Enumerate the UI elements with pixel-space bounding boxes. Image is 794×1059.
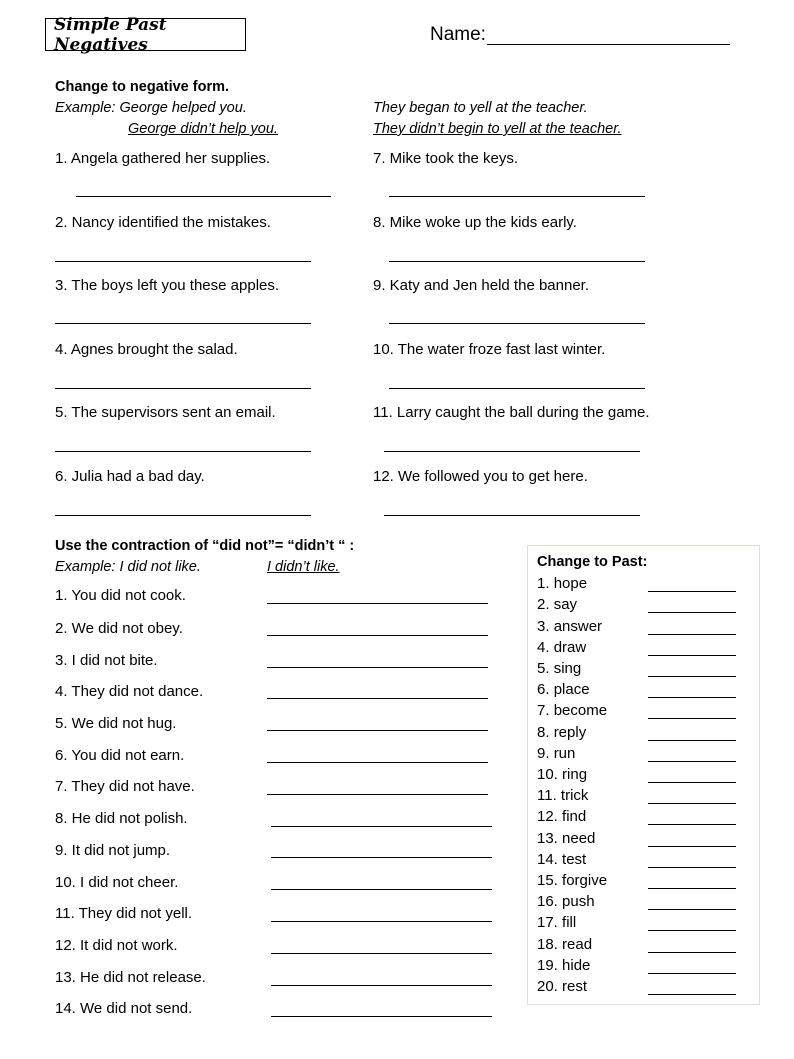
s2-answer-line-14[interactable] [271, 1016, 492, 1017]
section2-heading: Use the contraction of “did not”= “didn’t “ : [55, 538, 355, 554]
s1-item-7: 7. Mike took the keys. [373, 150, 519, 167]
s2-answer-line-12[interactable] [271, 953, 492, 954]
s2-item-6: 6. You did not earn. [55, 747, 185, 764]
s1-answer-line-11[interactable] [384, 451, 640, 452]
past-box-heading: Change to Past: [537, 554, 648, 570]
past-item: 18. read [537, 936, 593, 953]
past-item: 12. find [537, 808, 587, 825]
s2-item-8: 8. He did not polish. [55, 810, 188, 827]
past-item: 19. hide [537, 957, 591, 974]
s2-answer-line-9[interactable] [271, 857, 492, 858]
s2-item-11: 11. They did not yell. [55, 905, 193, 922]
s1-item-10: 10. The water froze fast last winter. [373, 341, 606, 358]
name-label: Name: [430, 24, 486, 45]
s1-answer-line-2[interactable] [55, 261, 311, 262]
s1-item-4: 4. Agnes brought the salad. [55, 341, 238, 358]
past-item: 6. place [537, 681, 590, 698]
section1-example2: They began to yell at the teacher. [373, 100, 588, 116]
past-item: 2. say [537, 596, 578, 613]
past-item: 7. become [537, 702, 608, 719]
section1-example-answer: George didn’t help you. [128, 121, 278, 137]
past-answer-line[interactable] [648, 612, 736, 613]
past-item: 3. answer [537, 618, 603, 635]
past-item: 4. draw [537, 639, 587, 656]
past-answer-line[interactable] [648, 952, 736, 953]
s2-item-7: 7. They did not have. [55, 778, 195, 795]
s1-item-8: 8. Mike woke up the kids early. [373, 214, 577, 231]
s2-item-12: 12. It did not work. [55, 937, 178, 954]
past-answer-line[interactable] [648, 973, 736, 974]
past-item: 15. forgive [537, 872, 608, 889]
s2-answer-line-4[interactable] [267, 698, 488, 699]
s1-item-12: 12. We followed you to get here. [373, 468, 588, 485]
s2-item-9: 9. It did not jump. [55, 842, 171, 859]
past-answer-line[interactable] [648, 676, 736, 677]
s1-item-2: 2. Nancy identified the mistakes. [55, 214, 271, 231]
past-item: 14. test [537, 851, 587, 868]
s1-item-11: 11. Larry caught the ball during the game. [373, 404, 650, 421]
past-answer-line[interactable] [648, 782, 736, 783]
s2-answer-line-5[interactable] [267, 730, 488, 731]
s2-answer-line-11[interactable] [271, 921, 492, 922]
section2-example-answer: I didn’t like. [267, 559, 340, 575]
past-item: 8. reply [537, 724, 587, 741]
section2-example: Example: I did not like. [55, 559, 201, 575]
s1-answer-line-3[interactable] [55, 323, 311, 324]
s1-answer-line-9[interactable] [389, 323, 645, 324]
past-answer-line[interactable] [648, 697, 736, 698]
s2-answer-line-7[interactable] [267, 794, 488, 795]
past-answer-line[interactable] [648, 909, 736, 910]
s1-answer-line-4[interactable] [55, 388, 311, 389]
s2-item-4: 4. They did not dance. [55, 683, 204, 700]
s2-answer-line-1[interactable] [267, 603, 488, 604]
s2-answer-line-8[interactable] [271, 826, 492, 827]
name-field[interactable] [487, 44, 730, 45]
past-item: 1. hope [537, 575, 588, 592]
worksheet-title: Simple Past Negatives [45, 18, 246, 51]
past-answer-line[interactable] [648, 994, 736, 995]
past-answer-line[interactable] [648, 761, 736, 762]
past-item: 20. rest [537, 978, 588, 995]
past-item: 17. fill [537, 914, 577, 931]
past-item: 16. push [537, 893, 595, 910]
past-answer-line[interactable] [648, 634, 736, 635]
s1-item-1: 1. Angela gathered her supplies. [55, 150, 271, 167]
s1-answer-line-7[interactable] [389, 196, 645, 197]
section1-example2-answer: They didn’t begin to yell at the teacher. [373, 121, 622, 137]
past-item: 10. ring [537, 766, 588, 783]
s1-answer-line-10[interactable] [389, 388, 645, 389]
past-answer-line[interactable] [648, 867, 736, 868]
s1-item-3: 3. The boys left you these apples. [55, 277, 280, 294]
s2-item-14: 14. We did not send. [55, 1000, 193, 1017]
s1-item-6: 6. Julia had a bad day. [55, 468, 205, 485]
s2-answer-line-13[interactable] [271, 985, 492, 986]
s2-item-5: 5. We did not hug. [55, 715, 177, 732]
s2-item-10: 10. I did not cheer. [55, 874, 179, 891]
s2-answer-line-10[interactable] [271, 889, 492, 890]
s2-item-1: 1. You did not cook. [55, 587, 186, 604]
s1-item-5: 5. The supervisors sent an email. [55, 404, 276, 421]
past-answer-line[interactable] [648, 718, 736, 719]
s1-answer-line-12[interactable] [384, 515, 640, 516]
s1-answer-line-8[interactable] [389, 261, 645, 262]
s1-answer-line-6[interactable] [55, 515, 311, 516]
s1-answer-line-1[interactable] [76, 196, 331, 197]
past-item: 9. run [537, 745, 576, 762]
past-answer-line[interactable] [648, 803, 736, 804]
past-answer-line[interactable] [648, 591, 736, 592]
past-item: 13. need [537, 830, 596, 847]
section1-heading: Change to negative form. [55, 79, 230, 95]
past-item: 11. trick [537, 787, 589, 804]
past-item: 5. sing [537, 660, 582, 677]
past-answer-line[interactable] [648, 740, 736, 741]
past-answer-line[interactable] [648, 655, 736, 656]
s1-answer-line-5[interactable] [55, 451, 311, 452]
s1-item-9: 9. Katy and Jen held the banner. [373, 277, 589, 294]
s2-item-2: 2. We did not obey. [55, 620, 183, 637]
s2-answer-line-6[interactable] [267, 762, 488, 763]
s2-answer-line-3[interactable] [267, 667, 488, 668]
past-answer-line[interactable] [648, 824, 736, 825]
s2-item-3: 3. I did not bite. [55, 652, 158, 669]
past-answer-line[interactable] [648, 846, 736, 847]
past-answer-line[interactable] [648, 930, 736, 931]
s2-answer-line-2[interactable] [267, 635, 488, 636]
s2-item-13: 13. He did not release. [55, 969, 206, 986]
section1-example: Example: George helped you. [55, 100, 247, 116]
past-answer-line[interactable] [648, 888, 736, 889]
